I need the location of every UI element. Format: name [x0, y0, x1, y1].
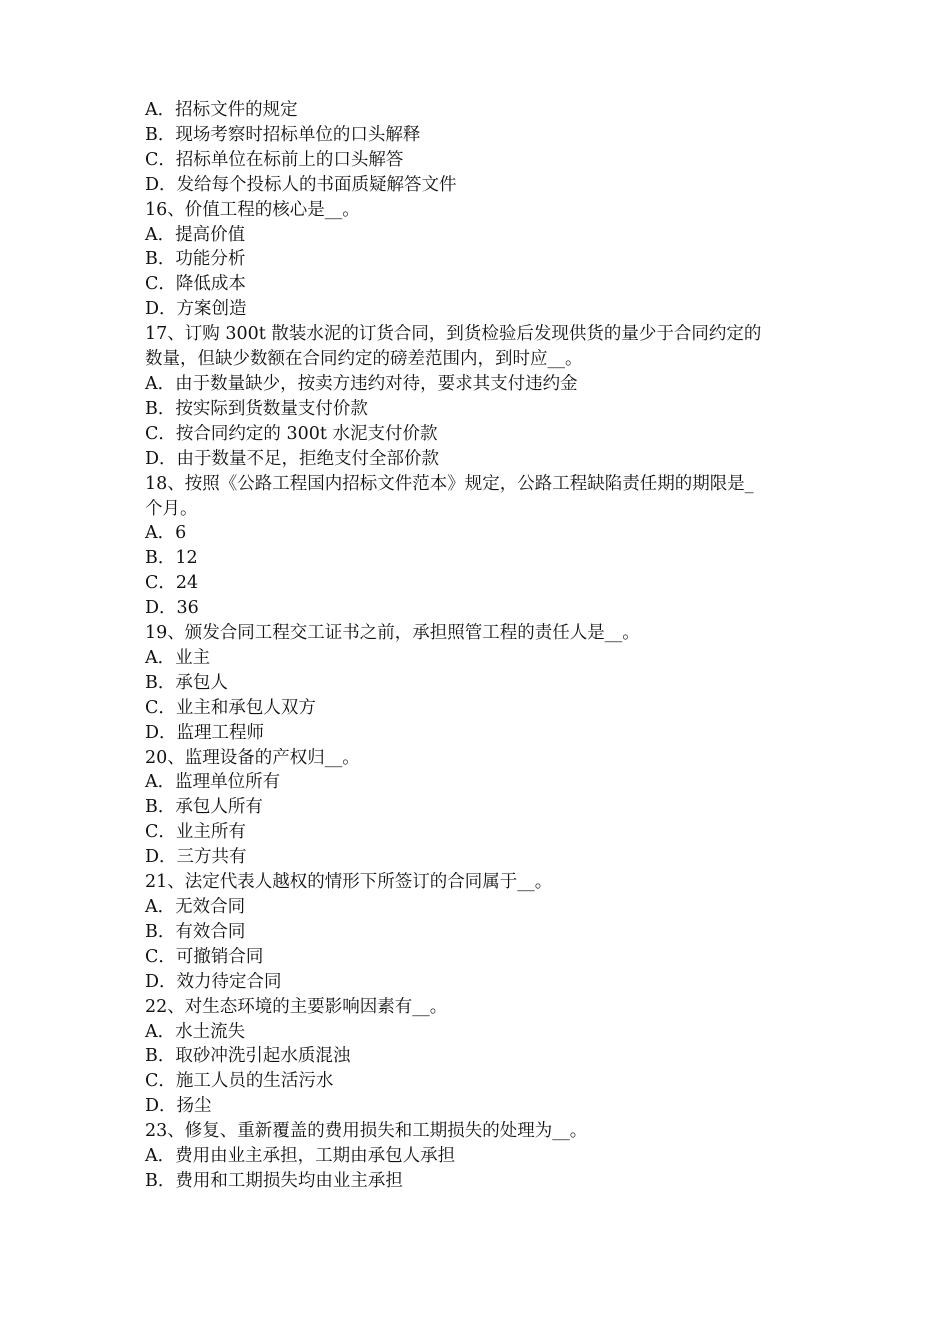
option-line: A．提高价值	[145, 224, 246, 245]
option-line: B．12	[145, 548, 198, 569]
option-line: B．费用和工期损失均由业主承担	[145, 1170, 403, 1191]
option-line: A．费用由业主承担，工期由承包人承担	[145, 1146, 456, 1167]
question-line: 19、颁发合同工程交工证书之前，承担照管工程的责任人是__。	[145, 623, 640, 644]
option-line: B．现场考察时招标单位的口头解释	[145, 124, 421, 145]
option-line: D．36	[145, 598, 199, 619]
option-line: C．降低成本	[145, 274, 246, 295]
option-line: D．由于数量不足，拒绝支付全部价款	[145, 448, 440, 469]
option-line: C．可撤销合同	[145, 946, 264, 967]
option-line: C．业主和承包人双方	[145, 697, 316, 718]
option-line: B．有效合同	[145, 921, 246, 942]
option-line: D．方案创造	[145, 299, 247, 320]
option-line: D．发给每个投标人的书面质疑解答文件	[145, 174, 457, 195]
option-line: C．业主所有	[145, 822, 246, 843]
option-line: D．扬尘	[145, 1096, 212, 1117]
question-line: 20、监理设备的产权归__。	[145, 747, 360, 768]
question-line: 16、价值工程的核心是__。	[145, 199, 360, 220]
question-line: 17、订购 300t 散装水泥的订货合同，到货检验后发现供货的量少于合同约定的	[145, 324, 762, 345]
option-line: C．招标单位在标前上的口头解答	[145, 149, 404, 170]
option-line: B．按实际到货数量支付价款	[145, 398, 368, 419]
question-line-continued: 个月。	[145, 498, 198, 519]
option-line: B．承包人所有	[145, 797, 263, 818]
option-line: B．取砂冲洗引起水质混浊	[145, 1046, 351, 1067]
question-line: 23、修复、重新覆盖的费用损失和工期损失的处理为__。	[145, 1121, 588, 1142]
option-line: A．无效合同	[145, 897, 246, 917]
option-line: C．按合同约定的 300t 水泥支付价款	[145, 423, 438, 444]
option-line: C．施工人员的生活污水	[145, 1071, 334, 1092]
option-line: A．业主	[145, 647, 211, 668]
option-line: A．水土流失	[145, 1021, 246, 1042]
option-line: A．由于数量缺少，按卖方违约对待，要求其支付违约金	[145, 373, 578, 394]
option-line: A．监理单位所有	[145, 772, 281, 793]
option-line: D．监理工程师	[145, 722, 265, 743]
question-line: 22、对生态环境的主要影响因素有__。	[145, 996, 448, 1017]
option-line: A．6	[145, 523, 187, 544]
question-line: 21、法定代表人越权的情形下所签订的合同属于__。	[145, 872, 553, 893]
question-line-continued: 数量，但缺少数额在合同约定的磅差范围内，到时应__。	[145, 349, 583, 370]
option-line: D．三方共有	[145, 847, 247, 868]
option-line: B．承包人	[145, 672, 228, 693]
option-line: C．24	[145, 573, 199, 594]
option-line: A．招标文件的规定	[145, 100, 298, 120]
option-line: B．功能分析	[145, 249, 246, 270]
option-line: D．效力待定合同	[145, 971, 282, 992]
question-line: 18、按照《公路工程国内招标文件范本》规定，公路工程缺陷责任期的期限是_	[145, 473, 754, 494]
exam-text-body	[145, 98, 815, 1194]
